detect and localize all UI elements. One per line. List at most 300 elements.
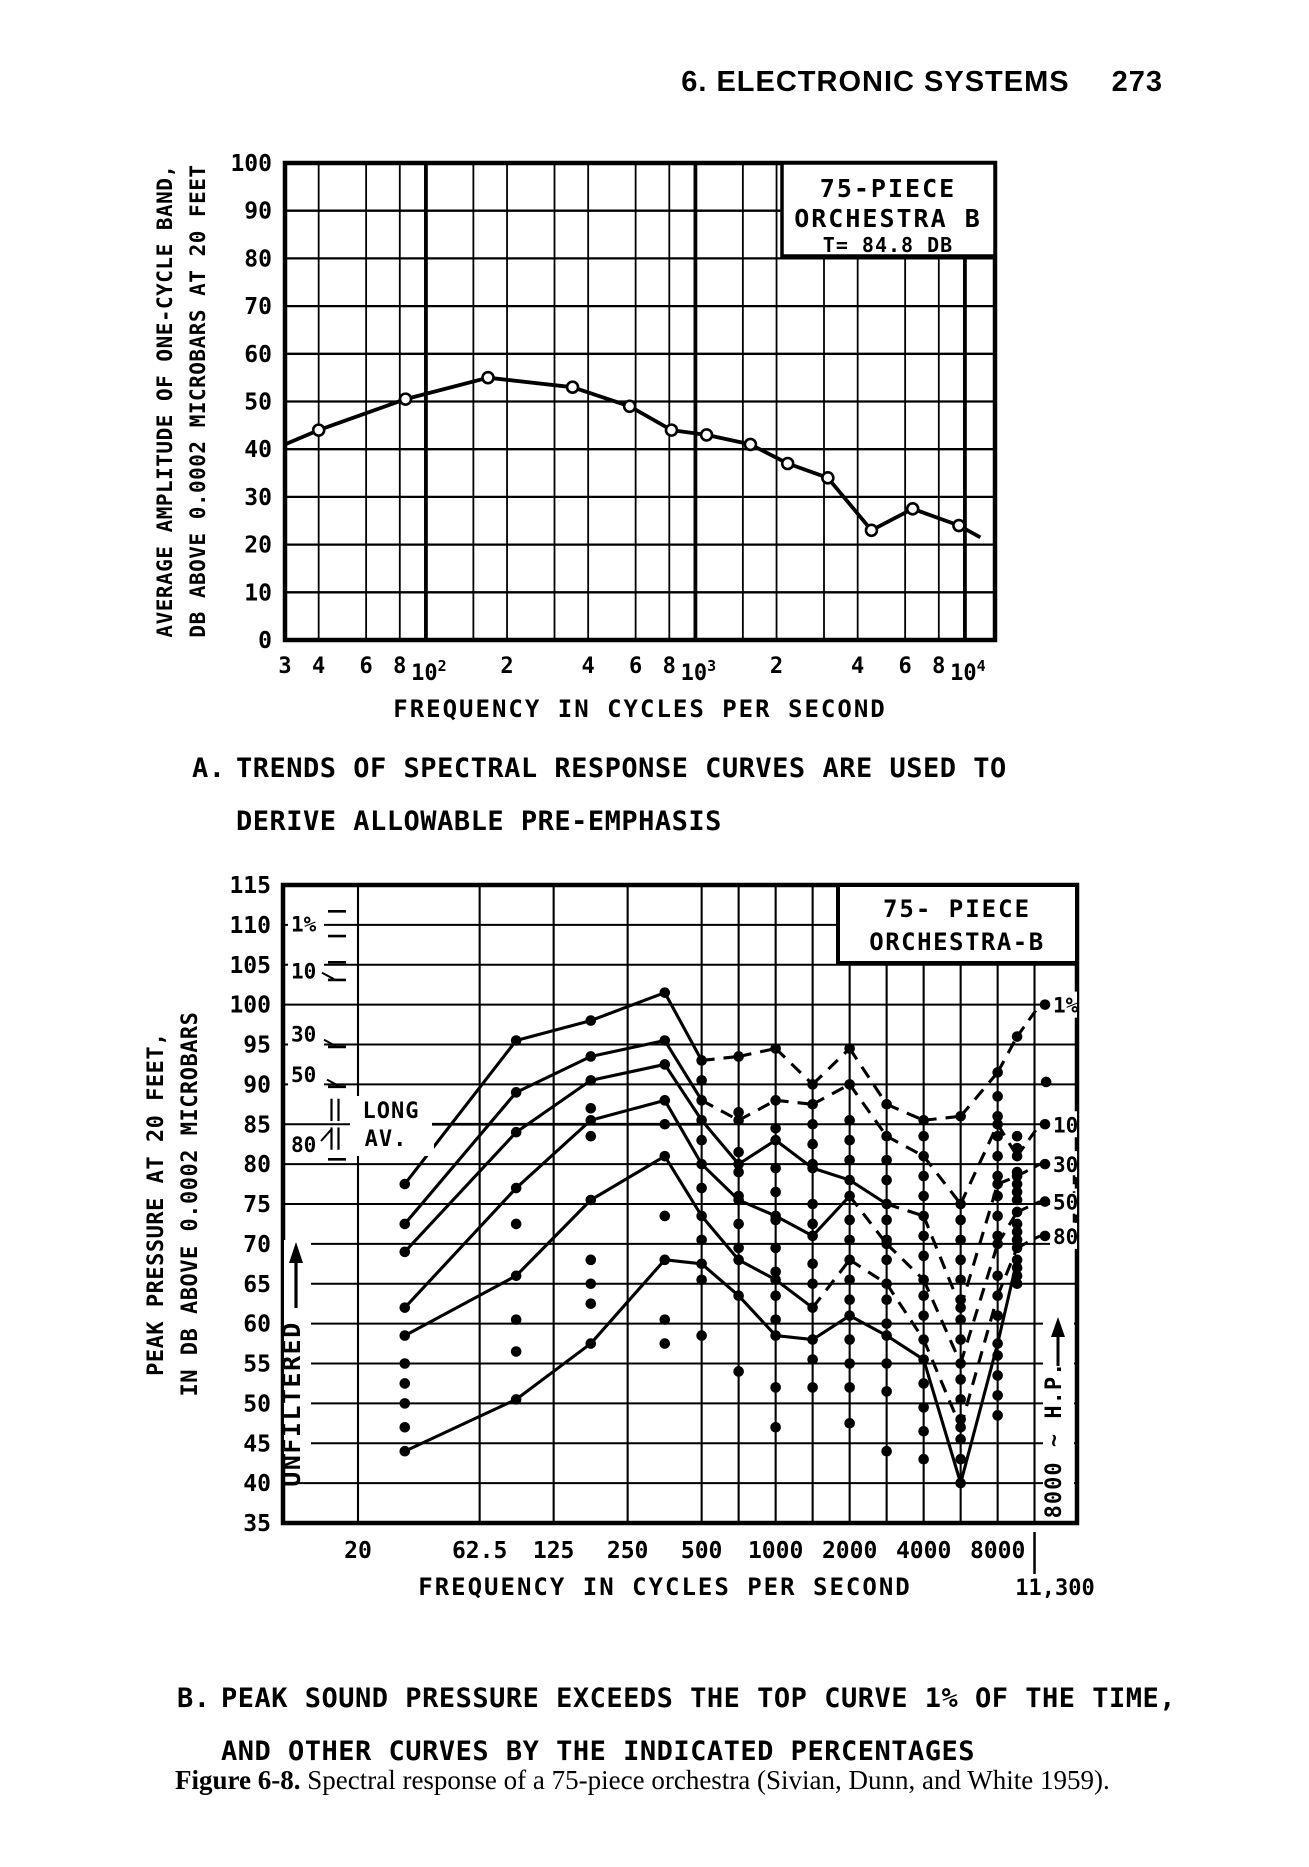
data-point bbox=[881, 1294, 892, 1305]
data-point-80 bbox=[992, 1290, 1003, 1301]
data-point bbox=[844, 1235, 855, 1246]
data-point bbox=[770, 1266, 781, 1277]
curve-long-av bbox=[813, 1316, 850, 1340]
data-point bbox=[992, 1231, 1003, 1242]
data-point bbox=[918, 1426, 929, 1437]
curve-80 bbox=[702, 1216, 739, 1260]
data-point bbox=[696, 1135, 707, 1146]
data-point-long-av bbox=[696, 1259, 707, 1270]
y-tick-label: 115 bbox=[229, 873, 271, 899]
y-tick-label: 100 bbox=[230, 151, 272, 177]
data-point-50 bbox=[511, 1183, 522, 1194]
data-point bbox=[881, 1386, 892, 1397]
data-point bbox=[992, 1270, 1003, 1281]
data-point bbox=[992, 1131, 1003, 1142]
y-axis-title: AVERAGE AMPLITUDE OF ONE-CYCLE BAND, bbox=[153, 164, 177, 638]
data-point bbox=[918, 1171, 929, 1182]
legend-line: 75-PIECE bbox=[819, 174, 957, 203]
curve-1% bbox=[813, 1048, 850, 1084]
data-point bbox=[992, 1151, 1003, 1162]
data-point bbox=[866, 525, 877, 536]
data-point-50 bbox=[399, 1302, 410, 1313]
y-tick-label: 80 bbox=[244, 246, 272, 273]
data-point bbox=[659, 1314, 670, 1325]
curve-50 bbox=[739, 1200, 776, 1216]
data-point bbox=[483, 372, 494, 383]
data-point bbox=[822, 472, 833, 483]
figure-caption-text: Spectral response of a 75-piece orchestra (Sivian, Dunn, and White 1959). bbox=[300, 1765, 1110, 1795]
data-point-50 bbox=[807, 1231, 818, 1242]
data-point-long-av bbox=[918, 1354, 929, 1365]
data-point bbox=[992, 1091, 1003, 1102]
data-point bbox=[918, 1290, 929, 1301]
data-point bbox=[955, 1255, 966, 1266]
data-point bbox=[696, 1274, 707, 1285]
figure-number: Figure 6-8. bbox=[175, 1765, 301, 1795]
data-point bbox=[807, 1259, 818, 1270]
data-point-1% bbox=[511, 1035, 522, 1046]
x-tick-label: 2 bbox=[500, 654, 514, 679]
data-point-1% bbox=[844, 1043, 855, 1054]
data-point bbox=[733, 1366, 744, 1377]
data-point bbox=[400, 394, 411, 405]
running-head: 6. ELECTRONIC SYSTEMS bbox=[681, 66, 1070, 98]
curve-1% bbox=[850, 1048, 887, 1104]
data-point-10 bbox=[511, 1087, 522, 1098]
data-point bbox=[992, 1310, 1003, 1321]
data-point-long-av bbox=[992, 1338, 1003, 1349]
data-point-50 bbox=[696, 1159, 707, 1170]
curve-1% bbox=[702, 1056, 739, 1060]
x-tick-label: 2 bbox=[769, 654, 784, 679]
curve-80 bbox=[887, 1284, 924, 1340]
data-point bbox=[770, 1163, 781, 1174]
data-point-1% bbox=[918, 1115, 929, 1126]
curve-10 bbox=[739, 1100, 776, 1120]
data-point bbox=[918, 1310, 929, 1321]
data-point bbox=[992, 1111, 1003, 1122]
long-av-label: AV. bbox=[364, 1127, 408, 1152]
right-label-dot bbox=[1040, 1159, 1051, 1170]
left-percent-label: 30 bbox=[291, 1022, 317, 1047]
curve-long-av bbox=[665, 1260, 702, 1264]
data-point bbox=[992, 1410, 1003, 1421]
curve-10 bbox=[887, 1136, 924, 1156]
data-point bbox=[807, 1219, 818, 1230]
data-point-10 bbox=[585, 1051, 596, 1062]
hp-label: 8000 ~ H.P. bbox=[1042, 1361, 1067, 1519]
data-point bbox=[511, 1346, 522, 1357]
data-point-1% bbox=[399, 1179, 410, 1190]
data-point bbox=[399, 1378, 410, 1389]
x-tick-label: 2000 bbox=[821, 1538, 878, 1564]
data-point bbox=[918, 1378, 929, 1389]
data-point bbox=[955, 1274, 966, 1285]
data-point-10 bbox=[696, 1095, 707, 1106]
data-point bbox=[733, 1191, 744, 1202]
data-point-long-av bbox=[955, 1478, 966, 1489]
leader-to-label-1% bbox=[1017, 1005, 1040, 1037]
data-point bbox=[659, 1338, 670, 1349]
long-av-label: LONG bbox=[362, 1099, 420, 1124]
data-point-30 bbox=[881, 1199, 892, 1210]
data-point bbox=[992, 1370, 1003, 1381]
right-percent-label: 10 bbox=[1053, 1113, 1079, 1138]
data-point bbox=[313, 425, 324, 436]
data-point bbox=[696, 1235, 707, 1246]
right-percent-label: 80 bbox=[1053, 1224, 1079, 1249]
data-point-50 bbox=[955, 1358, 966, 1369]
data-point bbox=[782, 458, 793, 469]
data-point-30 bbox=[585, 1075, 596, 1086]
curve-long-av bbox=[924, 1360, 961, 1484]
curve-10 bbox=[813, 1084, 850, 1104]
y-tick-label: 60 bbox=[244, 341, 272, 368]
data-point bbox=[659, 1211, 670, 1222]
spectral-trends-chart bbox=[0, 0, 1309, 745]
data-point bbox=[585, 1278, 596, 1289]
data-point bbox=[770, 1314, 781, 1325]
curve-10 bbox=[702, 1100, 739, 1120]
data-point-10 bbox=[881, 1131, 892, 1142]
data-point bbox=[624, 401, 635, 412]
curve-50 bbox=[961, 1244, 998, 1364]
y-tick-label: 80 bbox=[243, 1152, 271, 1179]
y-tick-label: 0 bbox=[258, 628, 272, 654]
data-point bbox=[807, 1354, 818, 1365]
x-axis-title: FREQUENCY IN CYCLES PER SECOND bbox=[393, 695, 887, 723]
left-percent-label: 50 bbox=[291, 1063, 317, 1088]
data-point-1% bbox=[955, 1111, 966, 1122]
caption-a-letter: A. bbox=[192, 753, 226, 784]
x-tick-label: 3 bbox=[278, 654, 292, 679]
data-point bbox=[733, 1147, 744, 1158]
data-point-1% bbox=[881, 1099, 892, 1110]
x-tick-label: 125 bbox=[532, 1538, 575, 1564]
data-point-50 bbox=[844, 1191, 855, 1202]
data-point bbox=[567, 382, 578, 393]
y-tick-label: 50 bbox=[244, 389, 272, 416]
data-point-long-av bbox=[807, 1334, 818, 1345]
data-point bbox=[918, 1131, 929, 1142]
data-point bbox=[844, 1334, 855, 1345]
data-point bbox=[992, 1191, 1003, 1202]
data-point bbox=[807, 1159, 818, 1170]
data-point-30 bbox=[659, 1059, 670, 1070]
data-point bbox=[733, 1167, 744, 1178]
y-axis-title: PEAK PRESSURE AT 20 FEET, bbox=[144, 1032, 169, 1376]
legend-line: ORCHESTRA-B bbox=[869, 928, 1045, 956]
curve-1% bbox=[924, 1116, 961, 1120]
data-point bbox=[953, 520, 964, 531]
y-axis-title: DB ABOVE 0.0002 MICROBARS AT 20 FEET bbox=[186, 164, 210, 638]
data-point bbox=[844, 1382, 855, 1393]
x-tick-label: 20 bbox=[344, 1538, 372, 1564]
y-tick-label: 70 bbox=[243, 1231, 271, 1258]
data-point bbox=[881, 1175, 892, 1186]
data-point-1% bbox=[733, 1051, 744, 1062]
caption-b-text: PEAK SOUND PRESSURE EXCEEDS THE TOP CURVE 1% OF THE TIME, AND OTHER CURVES BY THE INDICATED PERCENTAGES bbox=[221, 1683, 1177, 1767]
data-point bbox=[844, 1115, 855, 1126]
data-point bbox=[696, 1330, 707, 1341]
data-point bbox=[844, 1274, 855, 1285]
data-point bbox=[918, 1231, 929, 1242]
y-tick-label: 55 bbox=[243, 1351, 271, 1378]
data-point-1% bbox=[696, 1055, 707, 1066]
data-point bbox=[511, 1219, 522, 1230]
data-point bbox=[701, 429, 712, 440]
curve-30 bbox=[924, 1216, 961, 1308]
curve-50 bbox=[887, 1244, 924, 1280]
curve-30 bbox=[813, 1168, 850, 1180]
data-point bbox=[1012, 1195, 1023, 1206]
caption-b bbox=[177, 1672, 1176, 1778]
right-label-dot bbox=[1040, 999, 1051, 1010]
curve-1% bbox=[887, 1104, 924, 1120]
data-point bbox=[881, 1446, 892, 1457]
y-tick-label: 75 bbox=[243, 1192, 271, 1218]
data-point-long-av bbox=[511, 1394, 522, 1405]
data-point bbox=[770, 1243, 781, 1254]
data-point bbox=[881, 1255, 892, 1266]
y-tick-label: 30 bbox=[244, 484, 272, 511]
x-tick-label: 4 bbox=[851, 654, 865, 679]
data-point bbox=[955, 1374, 966, 1385]
y-tick-label: 95 bbox=[243, 1032, 271, 1059]
data-point bbox=[585, 1255, 596, 1266]
data-point-50 bbox=[918, 1274, 929, 1285]
data-point-10 bbox=[844, 1079, 855, 1090]
right-label-dot bbox=[1040, 1196, 1051, 1207]
data-point-30 bbox=[511, 1127, 522, 1138]
curve-10 bbox=[850, 1084, 887, 1136]
data-point bbox=[1012, 1278, 1023, 1289]
data-point bbox=[918, 1454, 929, 1465]
left-percent-label: 1% bbox=[291, 912, 317, 937]
caption-b-letter: B. bbox=[177, 1683, 211, 1714]
data-point bbox=[955, 1314, 966, 1325]
data-point-10 bbox=[659, 1035, 670, 1046]
caption-a bbox=[192, 742, 1007, 848]
legend-line: ORCHESTRA B bbox=[794, 204, 982, 233]
data-point bbox=[770, 1215, 781, 1226]
curve-80 bbox=[739, 1260, 776, 1280]
data-point bbox=[955, 1235, 966, 1246]
y-tick-label: 70 bbox=[244, 294, 272, 321]
y-tick-label: 90 bbox=[243, 1072, 271, 1099]
data-point bbox=[881, 1358, 892, 1369]
data-point bbox=[770, 1382, 781, 1393]
y-tick-label: 50 bbox=[243, 1391, 271, 1418]
data-point bbox=[585, 1131, 596, 1142]
caption-a-text: TRENDS OF SPECTRAL RESPONSE CURVES ARE USED TO DERIVE ALLOWABLE PRE-EMPHASIS bbox=[236, 753, 1007, 837]
data-point bbox=[733, 1107, 744, 1118]
data-point-1% bbox=[659, 987, 670, 998]
data-point-80 bbox=[881, 1278, 892, 1289]
data-point bbox=[918, 1191, 929, 1202]
data-point-1% bbox=[585, 1015, 596, 1026]
data-point-10 bbox=[770, 1095, 781, 1106]
right-label-dot bbox=[1040, 1231, 1051, 1242]
data-point bbox=[992, 1171, 1003, 1182]
data-point-long-av bbox=[881, 1330, 892, 1341]
x-tick-label: 1000 bbox=[747, 1538, 804, 1564]
legend-line: 75- PIECE bbox=[882, 895, 1032, 923]
data-point bbox=[399, 1358, 410, 1369]
x-tick-label: 4000 bbox=[895, 1538, 952, 1564]
data-point bbox=[844, 1135, 855, 1146]
data-point bbox=[844, 1155, 855, 1166]
x-tick-label: 6 bbox=[359, 654, 373, 679]
data-point bbox=[918, 1402, 929, 1413]
curve-30 bbox=[702, 1120, 739, 1164]
curve-long-av bbox=[887, 1336, 924, 1360]
right-percent-label: 50 bbox=[1053, 1190, 1079, 1215]
data-point bbox=[733, 1243, 744, 1254]
data-point bbox=[1012, 1143, 1023, 1154]
data-point bbox=[992, 1211, 1003, 1222]
data-point bbox=[955, 1215, 966, 1226]
y-tick-label: 20 bbox=[244, 532, 272, 559]
figure-caption bbox=[175, 1765, 1110, 1796]
data-point bbox=[745, 439, 756, 450]
data-point-10 bbox=[399, 1219, 410, 1230]
data-point-10 bbox=[807, 1099, 818, 1110]
data-point-1% bbox=[770, 1043, 781, 1054]
x-tick-label: 6 bbox=[629, 654, 643, 679]
data-point-10 bbox=[918, 1151, 929, 1162]
data-point bbox=[511, 1314, 522, 1325]
data-point-long-av bbox=[585, 1338, 596, 1349]
data-point bbox=[955, 1294, 966, 1305]
data-point bbox=[955, 1414, 966, 1425]
y-tick-label: 40 bbox=[244, 437, 272, 464]
curve-30 bbox=[739, 1140, 776, 1164]
data-point bbox=[955, 1394, 966, 1405]
x-tick-label: 500 bbox=[680, 1538, 723, 1564]
x-axis-title: FREQUENCY IN CYCLES PER SECOND bbox=[418, 1573, 912, 1601]
data-point bbox=[1041, 1077, 1052, 1088]
curve-30 bbox=[887, 1204, 924, 1216]
x-tick-label: 4 bbox=[581, 654, 595, 679]
data-point bbox=[844, 1294, 855, 1305]
page-number: 273 bbox=[1111, 66, 1163, 98]
data-point bbox=[585, 1103, 596, 1114]
x-tick-label: $10^2$ bbox=[411, 657, 447, 686]
data-point-long-av bbox=[399, 1446, 410, 1457]
x-tick-label: $10^3$ bbox=[680, 657, 717, 686]
data-point bbox=[666, 425, 677, 436]
y-tick-label: 45 bbox=[243, 1431, 271, 1458]
curve-30 bbox=[961, 1184, 998, 1308]
data-point bbox=[399, 1398, 410, 1409]
data-point bbox=[807, 1382, 818, 1393]
legend-line: T= 84.8 DB bbox=[822, 233, 954, 257]
x-tick-label: 4 bbox=[312, 654, 326, 679]
data-point-30 bbox=[399, 1247, 410, 1258]
unfiltered-label: UNFILTERED bbox=[277, 1321, 306, 1487]
data-point bbox=[881, 1215, 892, 1226]
data-point-80 bbox=[918, 1334, 929, 1345]
data-point-long-av bbox=[733, 1290, 744, 1301]
x-tick-label: 8 bbox=[662, 654, 676, 679]
y-tick-label: 60 bbox=[243, 1311, 271, 1338]
x-tick-label: 62.5 bbox=[451, 1538, 508, 1564]
data-point-80 bbox=[696, 1211, 707, 1222]
curve-1% bbox=[739, 1048, 776, 1056]
data-point-long-av bbox=[770, 1330, 781, 1341]
data-point bbox=[807, 1199, 818, 1210]
data-point bbox=[807, 1119, 818, 1130]
data-point bbox=[1012, 1167, 1023, 1178]
data-point bbox=[844, 1418, 855, 1429]
data-point bbox=[881, 1155, 892, 1166]
data-point-1% bbox=[807, 1079, 818, 1090]
left-percent-label: 10 bbox=[291, 959, 317, 984]
curve-long-av bbox=[702, 1264, 739, 1296]
x-tick-label: 6 bbox=[898, 654, 912, 679]
y-axis-title: IN DB ABOVE 0.0002 MICROBARS bbox=[178, 1011, 203, 1397]
data-point bbox=[918, 1251, 929, 1262]
x-tick-label: 250 bbox=[606, 1538, 649, 1564]
data-point-30 bbox=[844, 1175, 855, 1186]
data-point-80 bbox=[844, 1255, 855, 1266]
left-percent-label: 80 bbox=[291, 1133, 317, 1158]
data-point bbox=[844, 1215, 855, 1226]
data-point-30 bbox=[918, 1211, 929, 1222]
curve-long-av bbox=[739, 1296, 776, 1336]
curve-1% bbox=[776, 1048, 813, 1084]
data-point-long-av bbox=[659, 1255, 670, 1266]
y-tick-label: 100 bbox=[229, 992, 271, 1019]
data-point-30 bbox=[770, 1135, 781, 1146]
y-tick-label: 10 bbox=[244, 580, 272, 607]
data-point-80 bbox=[807, 1302, 818, 1313]
data-point bbox=[955, 1454, 966, 1465]
right-percent-label: 1% bbox=[1053, 993, 1079, 1018]
data-point-long-av bbox=[844, 1310, 855, 1321]
x-tick-label-11300: 11,300 bbox=[1015, 1576, 1095, 1601]
curve-10 bbox=[776, 1100, 813, 1104]
data-point-80 bbox=[659, 1151, 670, 1162]
data-point bbox=[1012, 1131, 1023, 1142]
data-point bbox=[807, 1278, 818, 1289]
data-point bbox=[770, 1290, 781, 1301]
peak-pressure-chart bbox=[0, 850, 1309, 1610]
data-point bbox=[907, 503, 918, 514]
data-point bbox=[696, 1183, 707, 1194]
data-point-80 bbox=[733, 1255, 744, 1266]
data-point bbox=[399, 1422, 410, 1433]
data-point bbox=[844, 1358, 855, 1369]
data-point-80 bbox=[399, 1330, 410, 1341]
curve-1% bbox=[961, 1072, 998, 1116]
y-tick-label: 65 bbox=[243, 1271, 271, 1298]
right-label-dot bbox=[1040, 1119, 1051, 1130]
y-tick-label: 85 bbox=[243, 1112, 271, 1139]
x-tick-label: 8 bbox=[393, 654, 407, 679]
data-point bbox=[1012, 1235, 1023, 1246]
data-point bbox=[696, 1075, 707, 1086]
data-point bbox=[955, 1434, 966, 1445]
data-point bbox=[807, 1139, 818, 1150]
y-tick-label: 110 bbox=[229, 912, 271, 939]
curve-30 bbox=[850, 1180, 887, 1204]
curve-50 bbox=[702, 1164, 739, 1200]
x-tick-label: 8000 bbox=[969, 1538, 1026, 1564]
x-tick-label: 8 bbox=[932, 654, 946, 679]
data-point bbox=[733, 1219, 744, 1230]
